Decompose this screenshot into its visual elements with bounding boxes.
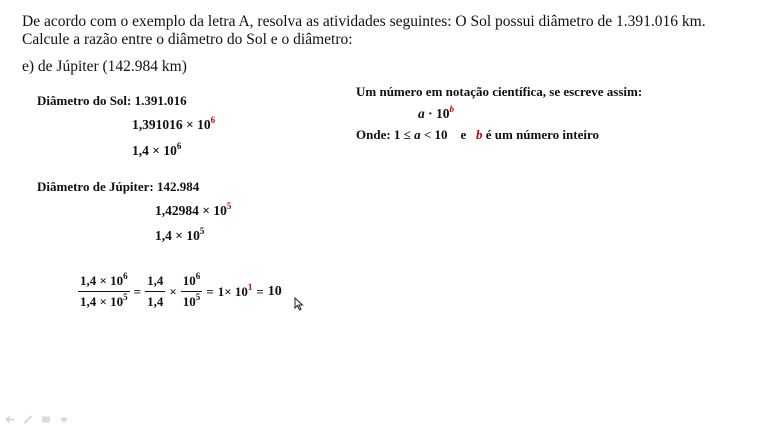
note-expr-dot: · 10: [424, 106, 450, 121]
fraction-3-denominator: [181, 292, 203, 310]
jupiter-step-1-mantissa: 1,42984 × 10: [155, 203, 227, 218]
toolbar-eye-icon[interactable]: [59, 415, 69, 424]
fraction-2-denominator: 1,4: [147, 294, 164, 309]
f3-den-exp: 5: [195, 292, 201, 302]
f1-num-exp: 6: [123, 271, 128, 281]
f1-den-exp: 5: [123, 292, 128, 302]
note-where-a: a: [414, 127, 421, 142]
equals-3: =: [256, 283, 264, 299]
intro-line-2: Calcule a razão entre o diâmetro do Sol e o diâmetro:: [22, 31, 353, 48]
note-where-prefix: Onde: 1 ≤: [356, 127, 415, 142]
sol-step-1-mantissa: 1,391016 × 10: [132, 117, 211, 132]
fraction-1-numerator: [78, 273, 130, 292]
item-e: e) de Júpiter (142.984 km): [22, 58, 187, 75]
fraction-2-numerator: 1,4: [145, 273, 165, 292]
jupiter-step-2: [155, 228, 204, 244]
sol-step-2-mantissa: 1,4 × 10: [132, 143, 177, 158]
equals-1: =: [133, 283, 142, 299]
jupiter-diameter-line: [37, 179, 199, 195]
note-expr-a: a: [418, 106, 425, 121]
note-where: [356, 127, 599, 143]
note-expr-b: b: [449, 104, 455, 114]
fraction-2: [145, 273, 165, 310]
toolbar-pen-icon[interactable]: [23, 415, 33, 424]
sol-step-2-exponent: 6: [176, 141, 182, 151]
jupiter-step-2-exponent: 5: [199, 226, 205, 236]
note-title: Um número em notação científica, se escreve assim:: [356, 84, 643, 99]
jupiter-step-1: [155, 203, 231, 219]
sol-step-1-exponent: 6: [210, 115, 216, 125]
times-sign: ×: [169, 283, 177, 299]
f1-num-text: 1,4 × 10: [80, 273, 124, 288]
sol-diameter-line: [37, 93, 187, 109]
sol-value: 1.391.016: [134, 93, 187, 108]
sol-step-1: [132, 117, 215, 133]
jupiter-step-2-mantissa: 1,4 × 10: [155, 228, 200, 243]
toolbar-arrow-icon[interactable]: [5, 415, 15, 424]
f1-den-text: 1,4 × 10: [80, 294, 124, 309]
note-expression: [418, 106, 454, 122]
f3-den-text: 10: [182, 294, 196, 309]
presentation-toolbar: [5, 415, 69, 424]
toolbar-menu-icon[interactable]: [41, 415, 51, 424]
jupiter-step-1-exponent: 5: [226, 201, 232, 211]
result-mantissa: 1× 10: [217, 283, 248, 299]
note-where-b: b: [476, 127, 483, 142]
fraction-3-numerator: [181, 273, 203, 292]
equals-2: =: [206, 283, 214, 299]
note-where-rest: < 10 e: [420, 127, 476, 142]
cursor-arrow-icon: [294, 297, 304, 311]
f3-num-text: 10: [182, 273, 196, 288]
sol-step-2: [132, 143, 181, 159]
intro-line-1: De acordo com o exemplo da letra A, resolva as atividades seguintes: O Sol possui diâmetro de 1.391.016 km.: [22, 13, 706, 30]
note-where-suffix: é um número inteiro: [482, 127, 600, 142]
jupiter-label: Diâmetro de Júpiter:: [37, 179, 157, 194]
fraction-1: [78, 273, 130, 310]
fraction-1-denominator: [78, 292, 130, 310]
f3-num-exp: 6: [195, 271, 201, 281]
result-scientific: [217, 281, 253, 300]
ratio-formula: [78, 273, 282, 310]
result-exponent: 1: [247, 281, 253, 292]
result-value: 10: [267, 283, 282, 299]
jupiter-value: 142.984: [156, 179, 200, 194]
sol-label: Diâmetro do Sol:: [37, 93, 135, 108]
intro-text: [22, 13, 706, 76]
fraction-3: [181, 273, 203, 310]
